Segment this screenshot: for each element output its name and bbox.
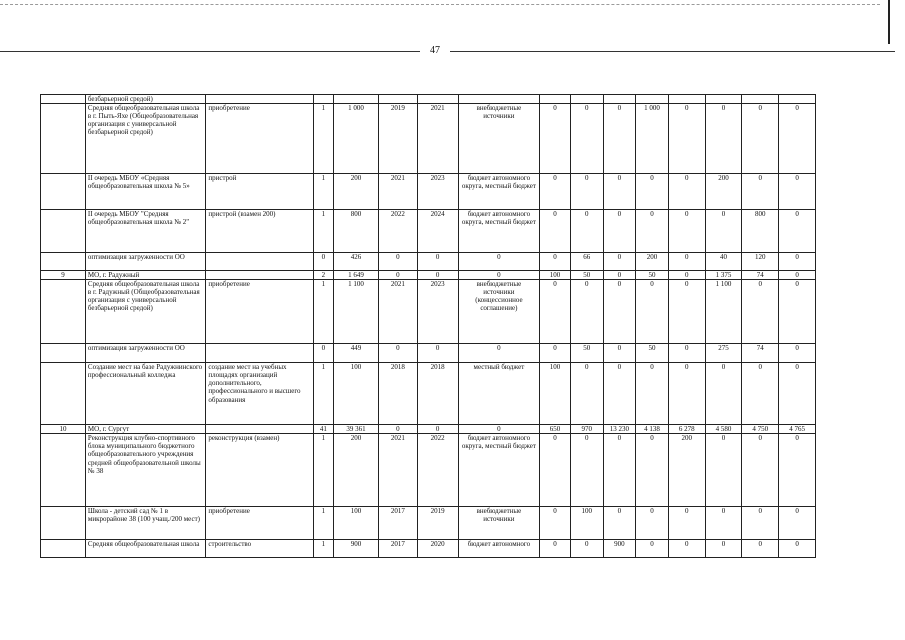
cell-y2016: 100 [540, 363, 571, 425]
cell-y2019: 0 [636, 210, 669, 253]
cell-y2016: 0 [540, 280, 571, 344]
cell-y2020: 0 [668, 253, 705, 271]
cell-y2022: 0 [742, 104, 779, 174]
cell-start-year: 2017 [378, 507, 417, 540]
cell-y2016: 0 [540, 104, 571, 174]
cell-y2023: 0 [779, 540, 816, 558]
cell-start-year: 2022 [378, 210, 417, 253]
schools-table [40, 94, 816, 558]
cell-y2019: 50 [636, 271, 669, 280]
cell-capacity: 1 649 [334, 271, 379, 280]
cell-y2021: 0 [705, 363, 742, 425]
cell-y2021: 275 [705, 344, 742, 363]
cell-capacity: 200 [334, 434, 379, 507]
table-row [41, 363, 816, 425]
cell-y2023: 0 [779, 434, 816, 507]
cell-y2019: 0 [636, 174, 669, 210]
cell-row-number [41, 104, 86, 174]
cell-y2018: 0 [603, 174, 636, 210]
page-edge-mark [888, 0, 890, 44]
table-row [41, 540, 816, 558]
cell-end-year: 2023 [417, 280, 458, 344]
cell-object-name: оптимизация загруженности ОО [85, 344, 205, 363]
cell-y2018: 0 [603, 253, 636, 271]
cell-y2023: 0 [779, 507, 816, 540]
cell-end-year: 2020 [417, 540, 458, 558]
cell-y2016: 100 [540, 271, 571, 280]
cell-work-type: приобретение [206, 280, 313, 344]
cell-y2017: 100 [570, 507, 603, 540]
cell-y2016: 0 [540, 507, 571, 540]
cell-end-year: 0 [417, 344, 458, 363]
page-number: 47 [420, 45, 450, 57]
cell-y2017: 0 [570, 540, 603, 558]
cell-object-name: МО, г. Сургут [85, 425, 205, 434]
cell-capacity: 1 100 [334, 280, 379, 344]
cell-y2018: 0 [603, 434, 636, 507]
cell-y2017: 0 [570, 280, 603, 344]
cell-start-year: 2021 [378, 280, 417, 344]
cell-y2020: 0 [668, 271, 705, 280]
cell-y2021: 4 580 [705, 425, 742, 434]
cell-work-type [206, 425, 313, 434]
cell-object-count: 1 [313, 280, 333, 344]
cell-y2017: 66 [570, 253, 603, 271]
cell-y2018: 0 [603, 344, 636, 363]
cell-y2019: 200 [636, 253, 669, 271]
cell-row-number [41, 174, 86, 210]
cell-y2017: 970 [570, 425, 603, 434]
cell-y2020: 0 [668, 174, 705, 210]
cell-object-name: II очередь МБОУ «Средняя общеобразовательная школа № 5» [85, 174, 205, 210]
cell-row-number [41, 363, 86, 425]
cell-object-name: II очередь МБОУ "Средняя общеобразовательная школа № 2" [85, 210, 205, 253]
cell-y2018: 0 [603, 104, 636, 174]
cell-y2019 [636, 95, 669, 104]
cell-work-type: пристрой [206, 174, 313, 210]
cell-y2018: 0 [603, 507, 636, 540]
cell-y2017: 0 [570, 363, 603, 425]
cell-start-year: 2021 [378, 174, 417, 210]
cell-y2023 [779, 95, 816, 104]
cell-funding-source: 0 [458, 271, 540, 280]
cell-work-type: приобретение [206, 507, 313, 540]
cell-y2016: 0 [540, 174, 571, 210]
cell-work-type [206, 271, 313, 280]
cell-y2022: 0 [742, 434, 779, 507]
cell-y2019: 1 000 [636, 104, 669, 174]
cell-object-name: оптимизация загруженности ОО [85, 253, 205, 271]
cell-capacity: 1 000 [334, 104, 379, 174]
cell-object-count: 0 [313, 344, 333, 363]
cell-work-type [206, 95, 313, 104]
cell-y2023: 0 [779, 280, 816, 344]
cell-row-number [41, 507, 86, 540]
cell-funding-source: 0 [458, 344, 540, 363]
cell-end-year: 2024 [417, 210, 458, 253]
cell-y2021 [705, 95, 742, 104]
cell-object-name: Школа - детский сад № 1 в микрорайоне 38 (100 учащ./200 мест) [85, 507, 205, 540]
cell-start-year: 2018 [378, 363, 417, 425]
cell-start-year [378, 95, 417, 104]
cell-y2016: 650 [540, 425, 571, 434]
cell-y2022: 0 [742, 540, 779, 558]
cell-object-name: Создание мест на базе Радужнинского профессиональный колледжа [85, 363, 205, 425]
cell-y2018 [603, 95, 636, 104]
cell-y2018: 0 [603, 271, 636, 280]
cell-y2021: 0 [705, 210, 742, 253]
cell-funding-source: внебюджетные источники (концессионное соглашение) [458, 280, 540, 344]
cell-row-number [41, 280, 86, 344]
cell-end-year: 0 [417, 271, 458, 280]
cell-start-year: 2017 [378, 540, 417, 558]
cell-y2016: 0 [540, 434, 571, 507]
cell-y2018: 13 230 [603, 425, 636, 434]
cell-y2016 [540, 95, 571, 104]
cell-y2020: 0 [668, 280, 705, 344]
table-row [41, 210, 816, 253]
cell-end-year: 0 [417, 253, 458, 271]
cell-y2017: 50 [570, 271, 603, 280]
cell-y2016: 0 [540, 253, 571, 271]
cell-y2023: 0 [779, 363, 816, 425]
table-row [41, 507, 816, 540]
cell-end-year: 0 [417, 425, 458, 434]
cell-y2023: 0 [779, 210, 816, 253]
cell-row-number [41, 95, 86, 104]
cell-end-year: 2023 [417, 174, 458, 210]
cell-object-count: 2 [313, 271, 333, 280]
cell-y2022 [742, 95, 779, 104]
cell-start-year: 2019 [378, 104, 417, 174]
cell-object-name: Реконструкция клубно-спортивного блока муниципального бюджетного общеобразовательного учреждения средней общеобразовательной школы № 38 [85, 434, 205, 507]
table-row [41, 174, 816, 210]
cell-y2021: 1 375 [705, 271, 742, 280]
cell-y2023: 0 [779, 104, 816, 174]
cell-funding-source: местный бюджет [458, 363, 540, 425]
cell-object-count: 1 [313, 104, 333, 174]
cell-funding-source: внебюджетные источники [458, 507, 540, 540]
cell-funding-source: бюджет автономного [458, 540, 540, 558]
cell-start-year: 0 [378, 271, 417, 280]
cell-funding-source [458, 95, 540, 104]
cell-y2022: 0 [742, 363, 779, 425]
cell-y2022: 0 [742, 507, 779, 540]
cell-object-count: 1 [313, 434, 333, 507]
cell-end-year [417, 95, 458, 104]
table-body [41, 95, 816, 558]
cell-start-year: 0 [378, 344, 417, 363]
cell-object-count: 1 [313, 174, 333, 210]
table-row [41, 271, 816, 280]
cell-y2020: 0 [668, 507, 705, 540]
cell-start-year: 2021 [378, 434, 417, 507]
cell-y2023: 4 765 [779, 425, 816, 434]
cell-y2022: 4 750 [742, 425, 779, 434]
cell-object-count [313, 95, 333, 104]
cell-capacity: 100 [334, 507, 379, 540]
cell-y2022: 800 [742, 210, 779, 253]
cell-funding-source: бюджет автономного округа, местный бюджет [458, 434, 540, 507]
table-row [41, 344, 816, 363]
cell-y2020: 0 [668, 104, 705, 174]
cell-y2016: 0 [540, 540, 571, 558]
cell-y2019: 4 138 [636, 425, 669, 434]
cell-funding-source: 0 [458, 425, 540, 434]
cell-capacity: 900 [334, 540, 379, 558]
cell-object-count: 1 [313, 363, 333, 425]
cell-row-number [41, 434, 86, 507]
cell-y2017: 0 [570, 174, 603, 210]
cell-work-type: реконструкция (взамен) [206, 434, 313, 507]
cell-funding-source: бюджет автономного округа, местный бюджет [458, 174, 540, 210]
cell-y2020: 6 278 [668, 425, 705, 434]
cell-y2018: 0 [603, 210, 636, 253]
cell-y2023: 0 [779, 253, 816, 271]
cell-work-type: пристрой (взамен 200) [206, 210, 313, 253]
cell-object-name: Средняя общеобразовательная школа в г. Радужный (Общеобразовательная организация с универсальной безбарьерной средой) [85, 280, 205, 344]
cell-y2020: 0 [668, 540, 705, 558]
cell-object-count: 41 [313, 425, 333, 434]
cell-object-name: безбарьерной средой) [85, 95, 205, 104]
cell-y2019: 50 [636, 344, 669, 363]
cell-start-year: 0 [378, 425, 417, 434]
cell-y2022: 120 [742, 253, 779, 271]
cell-y2021: 0 [705, 540, 742, 558]
cell-row-number [41, 210, 86, 253]
cell-end-year: 2019 [417, 507, 458, 540]
cell-object-name: Средняя общеобразовательная школа в г. Пыть-Яхе (Общеобразовательная организация с универсальной безбарьерной средой) [85, 104, 205, 174]
table-row [41, 434, 816, 507]
cell-capacity: 200 [334, 174, 379, 210]
table-row [41, 104, 816, 174]
cell-object-count: 1 [313, 507, 333, 540]
cell-y2022: 74 [742, 344, 779, 363]
cell-y2017: 0 [570, 104, 603, 174]
table-row [41, 280, 816, 344]
cell-y2020: 0 [668, 344, 705, 363]
cell-y2023: 0 [779, 271, 816, 280]
cell-y2016: 0 [540, 344, 571, 363]
cell-y2021: 0 [705, 507, 742, 540]
cell-object-count: 1 [313, 210, 333, 253]
cell-y2021: 0 [705, 434, 742, 507]
cell-y2023: 0 [779, 174, 816, 210]
cell-object-count: 0 [313, 253, 333, 271]
cell-y2019: 0 [636, 434, 669, 507]
cell-funding-source: бюджет автономного округа, местный бюджет [458, 210, 540, 253]
cell-capacity: 100 [334, 363, 379, 425]
cell-start-year: 0 [378, 253, 417, 271]
cell-y2021: 200 [705, 174, 742, 210]
cell-capacity: 39 361 [334, 425, 379, 434]
cell-y2020: 0 [668, 363, 705, 425]
cell-y2020: 200 [668, 434, 705, 507]
cell-y2020 [668, 95, 705, 104]
cell-capacity [334, 95, 379, 104]
cell-y2022: 74 [742, 271, 779, 280]
cell-work-type [206, 253, 313, 271]
cell-funding-source: 0 [458, 253, 540, 271]
cell-row-number [41, 253, 86, 271]
cell-row-number: 9 [41, 271, 86, 280]
cell-y2017 [570, 95, 603, 104]
cell-end-year: 2018 [417, 363, 458, 425]
cell-row-number [41, 344, 86, 363]
cell-end-year: 2021 [417, 104, 458, 174]
cell-work-type: приобретение [206, 104, 313, 174]
cell-y2022: 0 [742, 280, 779, 344]
cell-y2023: 0 [779, 344, 816, 363]
cell-capacity: 449 [334, 344, 379, 363]
cell-y2019: 0 [636, 363, 669, 425]
cell-y2016: 0 [540, 210, 571, 253]
cell-work-type [206, 344, 313, 363]
cell-funding-source: внебюджетные источники [458, 104, 540, 174]
cell-object-name: МО, г. Радужный [85, 271, 205, 280]
cell-y2021: 1 100 [705, 280, 742, 344]
cell-y2019: 0 [636, 540, 669, 558]
cell-y2021: 0 [705, 104, 742, 174]
table-row [41, 253, 816, 271]
cell-y2018: 0 [603, 363, 636, 425]
cell-object-count: 1 [313, 540, 333, 558]
cell-y2018: 900 [603, 540, 636, 558]
cell-y2021: 40 [705, 253, 742, 271]
cell-work-type: создание мест на учебных площадях организаций дополнительного, профессионального и высшего образования [206, 363, 313, 425]
cell-y2020: 0 [668, 210, 705, 253]
table-row [41, 425, 816, 434]
table-row [41, 95, 816, 104]
cell-row-number [41, 540, 86, 558]
top-scan-rule [0, 4, 880, 5]
cell-y2019: 0 [636, 280, 669, 344]
cell-y2017: 0 [570, 210, 603, 253]
cell-y2019: 0 [636, 507, 669, 540]
cell-y2022: 0 [742, 174, 779, 210]
cell-object-name: Средняя общеобразовательная школа [85, 540, 205, 558]
cell-y2017: 0 [570, 434, 603, 507]
cell-work-type: строительство [206, 540, 313, 558]
cell-end-year: 2022 [417, 434, 458, 507]
cell-capacity: 800 [334, 210, 379, 253]
cell-capacity: 426 [334, 253, 379, 271]
cell-row-number: 10 [41, 425, 86, 434]
cell-y2017: 50 [570, 344, 603, 363]
cell-y2018: 0 [603, 280, 636, 344]
